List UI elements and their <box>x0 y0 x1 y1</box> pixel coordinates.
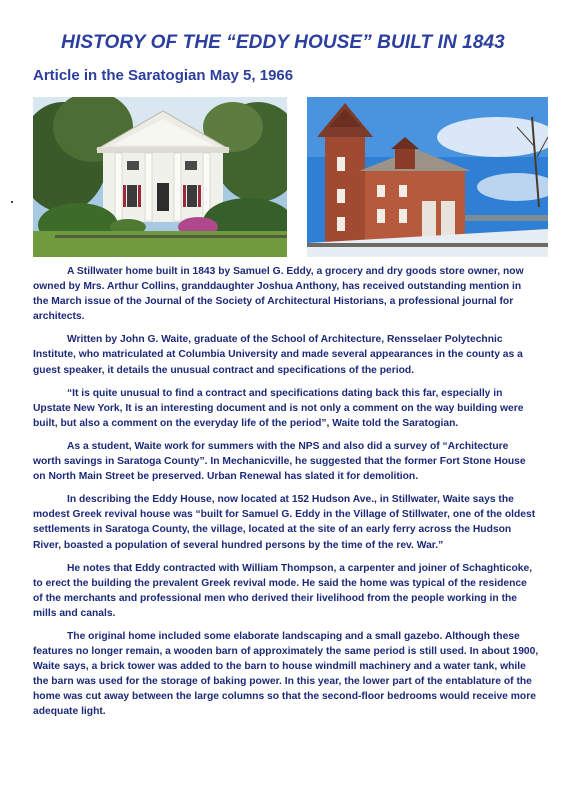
article-paragraph: Written by John G. Waite, graduate of the School of Architecture, Rensselaer Polytechnic Institute, who matriculated at Columbia University and made several appearances in the county as a guest speaker, it details the unusual contract and specifications of the period. <box>33 334 523 376</box>
article-subtitle: Article in the Saratogian May 5, 1966 <box>33 67 294 84</box>
article-paragraph: A Stillwater home built in 1843 by Samuel G. Eddy, a grocery and dry goods store owner, now owned by Mrs. Arthur Collins, granddaughter Joshua Anthony, has received outstanding mention in the March issue of the Journal of the Society of Architectural Historians, a professional journal for architects. <box>33 266 524 323</box>
article-body <box>33 264 539 728</box>
article-paragraph: The original home included some elaborate landscaping and a small gazebo. Although these features no longer remain, a wooden barn of approximately the same period is still used. In about 1900, Waite says, a brick tower was added to the barn to house windmill machinery and a water tank, while the barn was used for the storage of baking power. In this year, the lower part of the entablature of the home was cut away between the large columns so that the second-floor bedrooms would receive more adequate light. <box>33 630 539 718</box>
article-paragraph: He notes that Eddy contracted with William Thompson, a carpenter and joiner of Schaghticoke, to erect the building the prevalent Greek revival mode. He said the home was typical of the residence of the merchants and professional men who derived their livelihood from the people working in the mills and canals. <box>33 562 533 619</box>
article-paragraph: In describing the Eddy House, now located at 152 Hudson Ave., in Stillwater, Waite says the modest Greek revival house was “built for Samuel G. Eddy in the Village of Stillwater, one of the oldest settlements in Saratoga County, the village, located at the site of an early ferry across the Hudson River, boasted a population of several hundred persons by the time of the rev. War.” <box>33 494 536 551</box>
article-paragraph: As a student, Waite work for summers with the NPS and also did a survey of “Architecture worth savings in Saratoga County”. In Mechanicville, he suggested that the former Fort Stone House on North Main Street be preserved. Urban Renewal has slated it for demolition. <box>33 440 526 483</box>
brick-barn-tower-photo <box>307 97 548 257</box>
greek-revival-house-photo <box>33 97 287 257</box>
page-title: HISTORY OF THE “EDDY HOUSE” BUILT IN 1843 <box>61 32 505 53</box>
scan-speck <box>11 201 13 203</box>
article-paragraph: “It is quite unusual to find a contract and specifications dating back this far, especially in Upstate New York, It is an interesting document and is not only a comment on the way building were built, but also a comment on the everyday life of the period”, Waite told the Saratogian. <box>33 387 524 429</box>
